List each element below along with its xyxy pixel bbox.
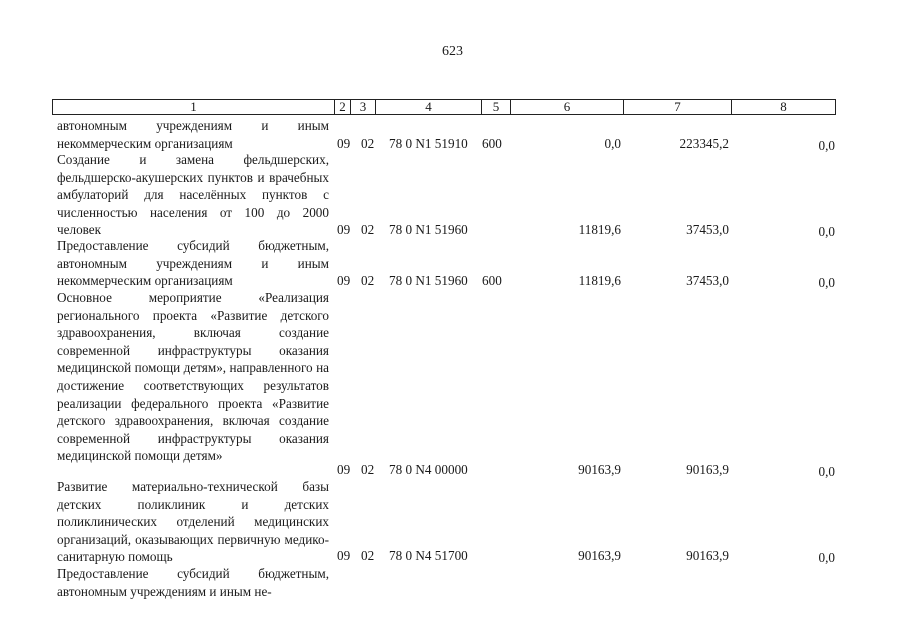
row-target-code: 78 0 N1 51910 [389, 136, 468, 151]
header-col-1: 1 [53, 100, 335, 114]
table-header [52, 99, 836, 115]
row-description: Основное мероприятие «Реализация регионального проекта «Развитие детского здравоохранения, включая создание современной инфраструктуры оказания медицинской помощи детям», направленного на достижение соответствующих результатов реализации федерального проекта «Развитие детского здравоохранения, включая создание современной инфраструктуры оказания медицинской помощи детям» [57, 290, 329, 464]
row-expense-type: 600 [482, 273, 502, 288]
row-section: 09 [337, 222, 351, 237]
header-col-3: 3 [351, 100, 376, 114]
row-section: 09 [337, 136, 351, 151]
row-expense-type: 600 [482, 136, 502, 151]
row-value-col8: 0,0 [818, 550, 835, 565]
row-value-col7: 223345,2 [679, 136, 729, 151]
row-section: 09 [337, 462, 351, 477]
header-col-5: 5 [482, 100, 511, 114]
row-description: Предоставление субсидий бюджетным, автономным учреждениям и иным не- [57, 566, 329, 599]
row-target-code: 78 0 N1 51960 [389, 222, 468, 237]
row-value-col6: 0,0 [604, 136, 621, 151]
row-value-col6: 11819,6 [578, 273, 621, 288]
row-description: Предоставление субсидий бюджетным, автономным учреждениям и иным некоммерческим организациям [57, 238, 329, 289]
row-target-code: 78 0 N4 51700 [389, 548, 468, 563]
header-col-6: 6 [511, 100, 624, 114]
header-col-4: 4 [376, 100, 482, 114]
row-value-col6: 90163,9 [578, 462, 621, 477]
page-number: 623 [442, 44, 463, 59]
row-section: 09 [337, 273, 351, 288]
row-subsection: 02 [361, 273, 375, 288]
row-value-col7: 37453,0 [686, 222, 729, 237]
row-target-code: 78 0 N1 51960 [389, 273, 468, 288]
row-value-col7: 90163,9 [686, 548, 729, 563]
row-subsection: 02 [361, 136, 375, 151]
row-target-code: 78 0 N4 00000 [389, 462, 468, 477]
row-value-col6: 90163,9 [578, 548, 621, 563]
row-value-col7: 90163,9 [686, 462, 729, 477]
row-value-col8: 0,0 [818, 138, 835, 153]
row-value-col6: 11819,6 [578, 222, 621, 237]
row-value-col8: 0,0 [818, 224, 835, 239]
row-section: 09 [337, 548, 351, 563]
header-col-2: 2 [335, 100, 351, 114]
row-description: автономным учреждениям и иным некоммерческим организациям [57, 118, 329, 151]
row-subsection: 02 [361, 462, 375, 477]
row-subsection: 02 [361, 222, 375, 237]
header-col-8: 8 [780, 99, 787, 114]
row-value-col8: 0,0 [818, 275, 835, 290]
row-description: Развитие материально-технической базы детских поликлиник и детских поликлинических отделений медицинских организаций, оказывающих первичную медико-санитарную помощь [57, 479, 329, 565]
row-value-col7: 37453,0 [686, 273, 729, 288]
header-col-7: 7 [624, 100, 732, 114]
row-value-col8: 0,0 [818, 464, 835, 479]
row-subsection: 02 [361, 548, 375, 563]
row-description: Создание и замена фельдшерских, фельдшерско-акушерских пунктов и врачебных амбулаторий для населённых пунктов с численностью населения от 100 до 2000 человек [57, 152, 329, 238]
